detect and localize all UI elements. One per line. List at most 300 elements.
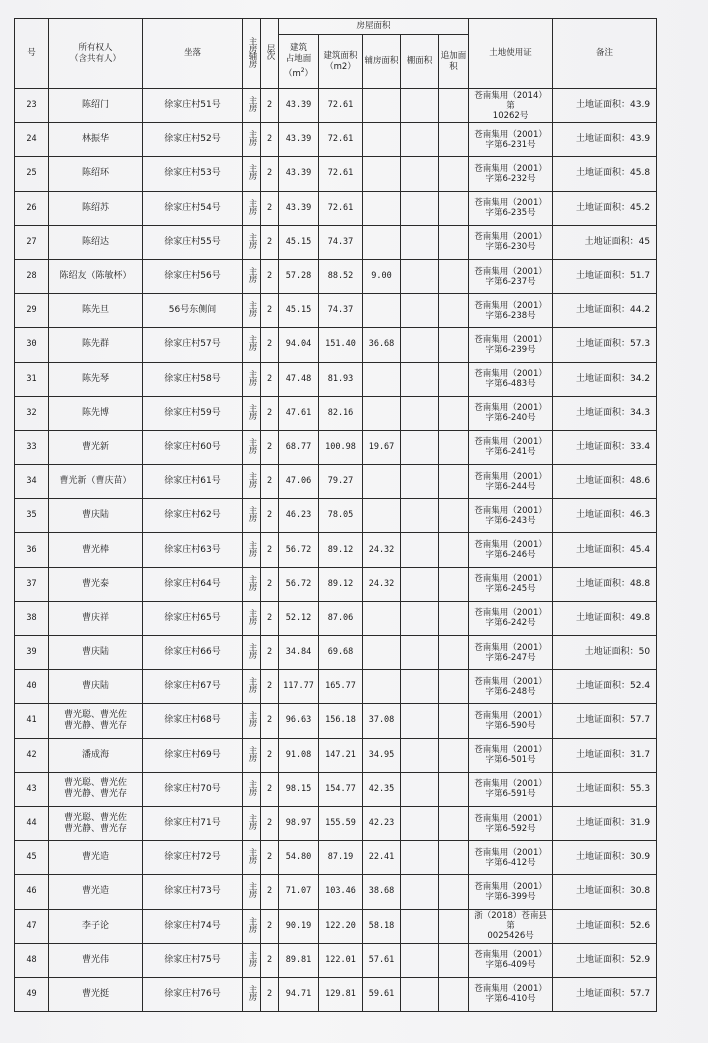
table-row [15,499,657,533]
main-aux-label: 主房 [247,403,257,419]
aux-area-cell [363,157,401,191]
header-seq: 号 [15,19,49,89]
floors-cell: 2 [261,670,279,704]
owner-cell: 陈绍达 [49,225,143,259]
floors-cell: 2 [261,396,279,430]
remark-cell: 土地证面积：57.7 [553,977,657,1011]
footprint-area-cell: 96.63 [279,704,319,738]
floors-cell: 2 [261,430,279,464]
shed-area-cell [401,841,439,875]
footprint-area-cell: 89.81 [279,943,319,977]
main-aux-label: 主房 [247,574,257,590]
remark-cell: 土地证面积：30.8 [553,875,657,909]
main-aux-label: 主房 [247,848,257,864]
location-cell: 徐家庄村76号 [143,977,243,1011]
location-cell: 徐家庄村55号 [143,225,243,259]
footprint-area-cell: 43.39 [279,191,319,225]
header-footprint: 建筑 占地面 $(m^2)$ [279,35,319,89]
aux-area-cell: 59.61 [363,977,401,1011]
floors-cell: 2 [261,533,279,567]
main-aux-label: 主房 [247,335,257,351]
gross-area-cell: 122.20 [319,909,363,943]
location-cell: 徐家庄村69号 [143,738,243,772]
owner-cell: 曹庆陆 [49,670,143,704]
main-aux-cell [243,875,261,909]
location-cell: 徐家庄村53号 [143,157,243,191]
footprint-area-cell: 47.48 [279,362,319,396]
floors-cell: 2 [261,841,279,875]
gross-area-cell: 79.27 [319,465,363,499]
owner-cell: 陈绍苏 [49,191,143,225]
gross-area-cell: 147.21 [319,738,363,772]
row-number-cell: 28 [15,259,49,293]
extra-area-cell [439,259,469,293]
location-cell: 56号东侧间 [143,294,243,328]
aux-area-cell: 42.23 [363,806,401,840]
table-row [15,943,657,977]
land-cert-cell: 苍南集用（2001） 字第6-240号 [469,396,553,430]
extra-area-cell [439,191,469,225]
shed-area-cell [401,533,439,567]
floors-cell: 2 [261,875,279,909]
table-row [15,362,657,396]
extra-area-cell [439,225,469,259]
table-row [15,977,657,1011]
land-cert-cell: 苍南集用（2001） 字第6-409号 [469,943,553,977]
main-aux-label: 主房 [247,779,257,795]
remark-cell: 土地证面积：45 [553,225,657,259]
owner-cell: 陈绍环 [49,157,143,191]
extra-area-cell [439,396,469,430]
main-aux-label: 主房 [247,437,257,453]
table-row [15,89,657,123]
aux-area-cell: 38.68 [363,875,401,909]
aux-area-cell: 24.32 [363,567,401,601]
owner-cell: 陈绍门 [49,89,143,123]
main-aux-cell [243,977,261,1011]
location-cell: 徐家庄村51号 [143,89,243,123]
row-number-cell: 33 [15,430,49,464]
main-aux-cell [243,499,261,533]
remark-cell: 土地证面积：34.3 [553,396,657,430]
table-row [15,601,657,635]
gross-area-cell: 88.52 [319,259,363,293]
row-number-cell: 44 [15,806,49,840]
row-number-cell: 39 [15,636,49,670]
row-number-cell: 30 [15,328,49,362]
remark-cell: 土地证面积：46.3 [553,499,657,533]
floors-cell: 2 [261,362,279,396]
footprint-area-cell: 94.71 [279,977,319,1011]
location-cell: 徐家庄村71号 [143,806,243,840]
extra-area-cell [439,601,469,635]
row-number-cell: 35 [15,499,49,533]
header-owner: 所有权人 （含共有人） [49,19,143,89]
gross-area-cell: 156.18 [319,704,363,738]
table-row [15,533,657,567]
extra-area-cell [439,977,469,1011]
location-cell: 徐家庄村64号 [143,567,243,601]
shed-area-cell [401,430,439,464]
aux-area-cell: 24.32 [363,533,401,567]
main-aux-cell [243,601,261,635]
land-cert-cell: 苍南集用（2001） 字第6-248号 [469,670,553,704]
main-aux-cell [243,225,261,259]
gross-area-cell: 74.37 [319,225,363,259]
location-cell: 徐家庄村61号 [143,465,243,499]
aux-area-cell [363,225,401,259]
shed-area-cell [401,806,439,840]
table-row [15,772,657,806]
extra-area-cell [439,943,469,977]
gross-area-cell: 89.12 [319,533,363,567]
shed-area-cell [401,328,439,362]
land-cert-cell: 苍南集用（2001） 字第6-591号 [469,772,553,806]
floors-cell: 2 [261,704,279,738]
location-cell: 徐家庄村67号 [143,670,243,704]
main-aux-cell [243,191,261,225]
land-cert-cell: 苍南集用（2001） 字第6-244号 [469,465,553,499]
main-aux-cell [243,157,261,191]
floors-cell: 2 [261,225,279,259]
land-cert-cell: 苍南集用（2001） 字第6-590号 [469,704,553,738]
shed-area-cell [401,362,439,396]
floors-cell: 2 [261,157,279,191]
main-aux-cell [243,909,261,943]
gross-area-cell: 72.61 [319,123,363,157]
floors-cell: 2 [261,601,279,635]
remark-cell: 土地证面积：33.4 [553,430,657,464]
row-number-cell: 41 [15,704,49,738]
extra-area-cell [439,806,469,840]
table-row [15,259,657,293]
extra-area-cell [439,567,469,601]
extra-area-cell [439,636,469,670]
extra-area-cell [439,362,469,396]
table-row [15,909,657,943]
table-row [15,123,657,157]
floors-cell: 2 [261,772,279,806]
footprint-area-cell: 71.07 [279,875,319,909]
footprint-area-cell: 56.72 [279,567,319,601]
gross-area-cell: 82.16 [319,396,363,430]
owner-cell: 曹光挺 [49,977,143,1011]
owner-cell: 陈先琴 [49,362,143,396]
main-aux-cell [243,841,261,875]
property-table-container [14,18,656,1012]
aux-area-cell [363,670,401,704]
owner-cell: 曹光新（曹庆苗） [49,465,143,499]
shed-area-cell [401,636,439,670]
gross-area-cell: 122.01 [319,943,363,977]
main-aux-cell [243,123,261,157]
land-cert-cell: 苍南集用（2001） 字第6-235号 [469,191,553,225]
footprint-area-cell: 43.39 [279,157,319,191]
main-aux-cell [243,294,261,328]
gross-area-cell: 89.12 [319,567,363,601]
table-row [15,191,657,225]
remark-cell: 土地证面积：57.7 [553,704,657,738]
main-aux-label: 主房 [247,540,257,556]
header-gross: 建筑面积 （m2） [319,35,363,89]
shed-area-cell [401,601,439,635]
table-row [15,157,657,191]
main-aux-cell [243,670,261,704]
aux-area-cell [363,601,401,635]
shed-area-cell [401,157,439,191]
extra-area-cell [439,704,469,738]
location-cell: 徐家庄村70号 [143,772,243,806]
main-aux-cell [243,533,261,567]
extra-area-cell [439,875,469,909]
shed-area-cell [401,259,439,293]
footprint-area-cell: 34.84 [279,636,319,670]
location-cell: 徐家庄村66号 [143,636,243,670]
footprint-area-cell: 57.28 [279,259,319,293]
location-cell: 徐家庄村60号 [143,430,243,464]
header-land-cert: 土地使用证 [469,19,553,89]
main-aux-cell [243,89,261,123]
floors-cell: 2 [261,806,279,840]
main-aux-cell [243,465,261,499]
gross-area-cell: 87.06 [319,601,363,635]
location-cell: 徐家庄村75号 [143,943,243,977]
remark-cell: 土地证面积：45.2 [553,191,657,225]
table-row [15,704,657,738]
remark-cell: 土地证面积：52.9 [553,943,657,977]
table-row [15,875,657,909]
footprint-area-cell: 46.23 [279,499,319,533]
row-number-cell: 48 [15,943,49,977]
row-number-cell: 32 [15,396,49,430]
footprint-area-cell: 117.77 [279,670,319,704]
header-shed-area: 棚面积 [401,35,439,89]
aux-area-cell: 22.41 [363,841,401,875]
location-cell: 徐家庄村56号 [143,259,243,293]
header-area-group: 房屋面积 [279,19,469,35]
aux-area-cell [363,362,401,396]
main-aux-label: 主房 [247,711,257,727]
footprint-area-cell: 45.15 [279,294,319,328]
extra-area-cell [439,772,469,806]
main-aux-label: 主房 [247,950,257,966]
main-aux-label: 主房 [247,677,257,693]
land-cert-cell: 苍南集用（2001） 字第6-230号 [469,225,553,259]
floors-cell: 2 [261,636,279,670]
aux-area-cell: 36.68 [363,328,401,362]
row-number-cell: 45 [15,841,49,875]
row-number-cell: 34 [15,465,49,499]
row-number-cell: 38 [15,601,49,635]
main-aux-label: 主房 [247,369,257,385]
header-location: 坐落 [143,19,243,89]
remark-cell: 土地证面积：48.8 [553,567,657,601]
owner-cell: 陈先旦 [49,294,143,328]
extra-area-cell [439,89,469,123]
aux-area-cell [363,89,401,123]
owner-cell: 陈先群 [49,328,143,362]
remark-cell: 土地证面积：30.9 [553,841,657,875]
owner-cell: 曹光造 [49,875,143,909]
remark-cell: 土地证面积：31.9 [553,806,657,840]
shed-area-cell [401,499,439,533]
remark-cell: 土地证面积：57.3 [553,328,657,362]
owner-cell: 曹庆陆 [49,636,143,670]
gross-area-cell: 155.59 [319,806,363,840]
main-aux-label: 主房 [247,164,257,180]
table-row [15,328,657,362]
extra-area-cell [439,670,469,704]
floors-cell: 2 [261,191,279,225]
land-cert-cell: 浙（2018）苍南县第 0025426号 [469,909,553,943]
extra-area-cell [439,465,469,499]
owner-cell: 曹光聪、曹光佐 曹光静、曹光存 [49,704,143,738]
row-number-cell: 26 [15,191,49,225]
footprint-area-cell: 91.08 [279,738,319,772]
shed-area-cell [401,875,439,909]
footprint-area-cell: 54.80 [279,841,319,875]
footprint-area-cell: 43.39 [279,89,319,123]
owner-cell: 李子论 [49,909,143,943]
aux-area-cell: 37.08 [363,704,401,738]
main-aux-cell [243,259,261,293]
shed-area-cell [401,396,439,430]
land-cert-cell: 苍南集用（2001） 字第6-245号 [469,567,553,601]
table-row [15,841,657,875]
aux-area-cell: 9.00 [363,259,401,293]
shed-area-cell [401,909,439,943]
location-cell: 徐家庄村73号 [143,875,243,909]
table-row [15,225,657,259]
extra-area-cell [439,328,469,362]
location-cell: 徐家庄村68号 [143,704,243,738]
shed-area-cell [401,567,439,601]
row-number-cell: 25 [15,157,49,191]
owner-cell: 曹光棒 [49,533,143,567]
remark-cell: 土地证面积：45.4 [553,533,657,567]
extra-area-cell [439,123,469,157]
floors-cell: 2 [261,738,279,772]
land-cert-cell: 苍南集用（2001） 字第6-241号 [469,430,553,464]
location-cell: 徐家庄村54号 [143,191,243,225]
main-aux-cell [243,362,261,396]
main-aux-label: 主房 [247,267,257,283]
land-cert-cell: 苍南集用（2014）第 10262号 [469,89,553,123]
owner-cell: 陈先博 [49,396,143,430]
main-aux-label: 主房 [247,608,257,624]
aux-area-cell [363,636,401,670]
main-aux-cell [243,396,261,430]
remark-cell: 土地证面积：44.2 [553,294,657,328]
header-main-aux: 主房辅房 [243,19,261,89]
aux-area-cell [363,123,401,157]
remark-cell: 土地证面积：52.4 [553,670,657,704]
footprint-area-cell: 47.61 [279,396,319,430]
row-number-cell: 43 [15,772,49,806]
table-row [15,738,657,772]
shed-area-cell [401,772,439,806]
land-cert-cell: 苍南集用（2001） 字第6-501号 [469,738,553,772]
footprint-area-cell: 43.39 [279,123,319,157]
aux-area-cell: 58.18 [363,909,401,943]
main-aux-label: 主房 [247,301,257,317]
shed-area-cell [401,738,439,772]
extra-area-cell [439,738,469,772]
gross-area-cell: 72.61 [319,89,363,123]
location-cell: 徐家庄村59号 [143,396,243,430]
gross-area-cell: 72.61 [319,191,363,225]
header-remark: 备注 [553,19,657,89]
aux-area-cell [363,465,401,499]
gross-area-cell: 72.61 [319,157,363,191]
location-cell: 徐家庄村57号 [143,328,243,362]
land-cert-cell: 苍南集用（2001） 字第6-242号 [469,601,553,635]
main-aux-cell [243,328,261,362]
land-cert-cell: 苍南集用（2001） 字第6-592号 [469,806,553,840]
gross-area-cell: 81.93 [319,362,363,396]
land-cert-cell: 苍南集用（2001） 字第6-410号 [469,977,553,1011]
gross-area-cell: 100.98 [319,430,363,464]
location-cell: 徐家庄村65号 [143,601,243,635]
owner-cell: 曹庆陆 [49,499,143,533]
land-cert-cell: 苍南集用（2001） 字第6-238号 [469,294,553,328]
aux-area-cell [363,499,401,533]
main-aux-label: 主房 [247,198,257,214]
owner-cell: 曹光聪、曹光佐 曹光静、曹光存 [49,772,143,806]
footprint-area-cell: 90.19 [279,909,319,943]
row-number-cell: 46 [15,875,49,909]
aux-area-cell: 34.95 [363,738,401,772]
floors-cell: 2 [261,909,279,943]
row-number-cell: 42 [15,738,49,772]
land-cert-cell: 苍南集用（2001） 字第6-483号 [469,362,553,396]
extra-area-cell [439,909,469,943]
remark-cell: 土地证面积：50 [553,636,657,670]
main-aux-cell [243,567,261,601]
table-row [15,567,657,601]
gross-area-cell: 103.46 [319,875,363,909]
shed-area-cell [401,704,439,738]
floors-cell: 2 [261,259,279,293]
main-aux-cell [243,636,261,670]
row-number-cell: 31 [15,362,49,396]
owner-cell: 陈绍友（陈敏杯） [49,259,143,293]
owner-cell: 曹光泰 [49,567,143,601]
gross-area-cell: 87.19 [319,841,363,875]
table-row [15,465,657,499]
location-cell: 徐家庄村63号 [143,533,243,567]
gross-area-cell: 129.81 [319,977,363,1011]
remark-cell: 土地证面积：43.9 [553,89,657,123]
floors-cell: 2 [261,499,279,533]
shed-area-cell [401,670,439,704]
main-aux-cell [243,430,261,464]
row-number-cell: 29 [15,294,49,328]
owner-cell: 曹光造 [49,841,143,875]
footprint-area-cell: 56.72 [279,533,319,567]
header-extra-area: 追加面 积 [439,35,469,89]
main-aux-label: 主房 [247,814,257,830]
gross-area-cell: 154.77 [319,772,363,806]
land-cert-cell: 苍南集用（2001） 字第6-247号 [469,636,553,670]
main-aux-cell [243,704,261,738]
table-row [15,670,657,704]
remark-cell: 土地证面积：55.3 [553,772,657,806]
table-row [15,430,657,464]
location-cell: 徐家庄村52号 [143,123,243,157]
header-row-1 [15,19,657,35]
extra-area-cell [439,499,469,533]
